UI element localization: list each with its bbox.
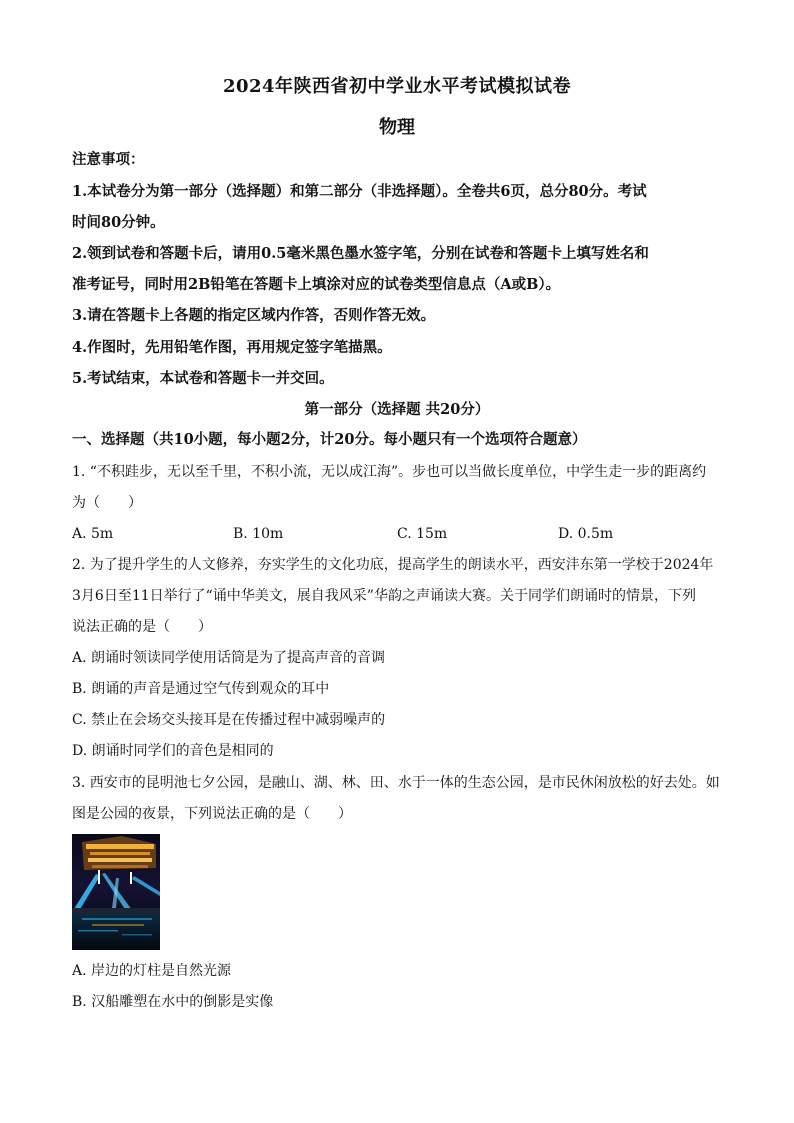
notes-heading: 注意事项： xyxy=(72,151,145,168)
part1-heading: 第一部分（选择题 共20分） xyxy=(304,401,490,418)
notes-item: 5.考试结束，本试卷和答题卡一并交回。 xyxy=(72,370,334,387)
question-1-option-d: D. 0.5m xyxy=(558,526,614,542)
question-3-option-a: A. 岸边的灯柱是自然光源 xyxy=(72,963,232,979)
notes-item: 1.本试卷分为第一部分（选择题）和第二部分（非选择题）。全卷共6页，总分80分。考试 xyxy=(72,183,647,200)
exam-title: 2024年陕西省初中学业水平考试模拟试卷 xyxy=(222,76,572,97)
notes-item: 2.领到试卷和答题卡后，请用0.5毫米黑色墨水签字笔，分别在试卷和答题卡上填写姓名和 xyxy=(72,245,649,262)
question-2-option-b: B. 朗诵的声音是通过空气传到观众的耳中 xyxy=(72,681,330,697)
question-2-option-a: A. 朗诵时领读同学使用话筒是为了提高声音的音调 xyxy=(72,650,386,666)
question-1-text: 1. “不积跬步，无以至千里，不积小流，无以成江海”。步也可以当做长度单位，中学生走一步的距离约 xyxy=(72,464,707,480)
notes-item: 时间80分钟。 xyxy=(72,214,165,231)
park-night-photo xyxy=(72,834,160,950)
question-1-option-a: A. 5m xyxy=(72,526,114,542)
question-2-text: 3月6日至11日举行了“诵中华美文，展自我风采”华韵之声诵读大赛。关于同学们朗诵时的情景，下列 xyxy=(72,588,696,604)
question-1-option-c: C. 15m xyxy=(397,526,448,542)
question-1-text: 为（ ） xyxy=(72,495,142,511)
exam-subject: 物理 xyxy=(379,117,415,138)
notes-item: 准考证号，同时用2B铅笔在答题卡上填涂对应的试卷类型信息点（A或B）。 xyxy=(72,276,561,293)
question-3-option-b: B. 汉船雕塑在水中的倒影是实像 xyxy=(72,994,274,1010)
question-2-text: 说法正确的是（ ） xyxy=(72,619,212,635)
question-1-option-b: B. 10m xyxy=(233,526,284,542)
question-3-text: 图是公园的夜景，下列说法正确的是（ ） xyxy=(72,806,352,822)
question-2-option-c: C. 禁止在会场交头接耳是在传播过程中减弱噪声的 xyxy=(72,712,386,728)
notes-item: 4.作图时，先用铅笔作图，再用规定签字笔描黑。 xyxy=(72,339,392,356)
question-3-text: 3. 西安市的昆明池七夕公园，是融山、湖、林、田、水于一体的生态公园，是市民休闲放松的好去处。如 xyxy=(72,775,720,791)
notes-item: 3.请在答题卡上各题的指定区域内作答，否则作答无效。 xyxy=(72,307,436,324)
question-2-text: 2. 为了提升学生的人文修养，夯实学生的文化功底，提高学生的朗读水平，西安沣东第一学校于2024年 xyxy=(72,557,714,573)
question-2-option-d: D. 朗诵时同学们的音色是相同的 xyxy=(72,743,274,759)
section-heading: 一、选择题（共10小题，每小题2分，计20分。每小题只有一个选项符合题意） xyxy=(72,431,587,448)
